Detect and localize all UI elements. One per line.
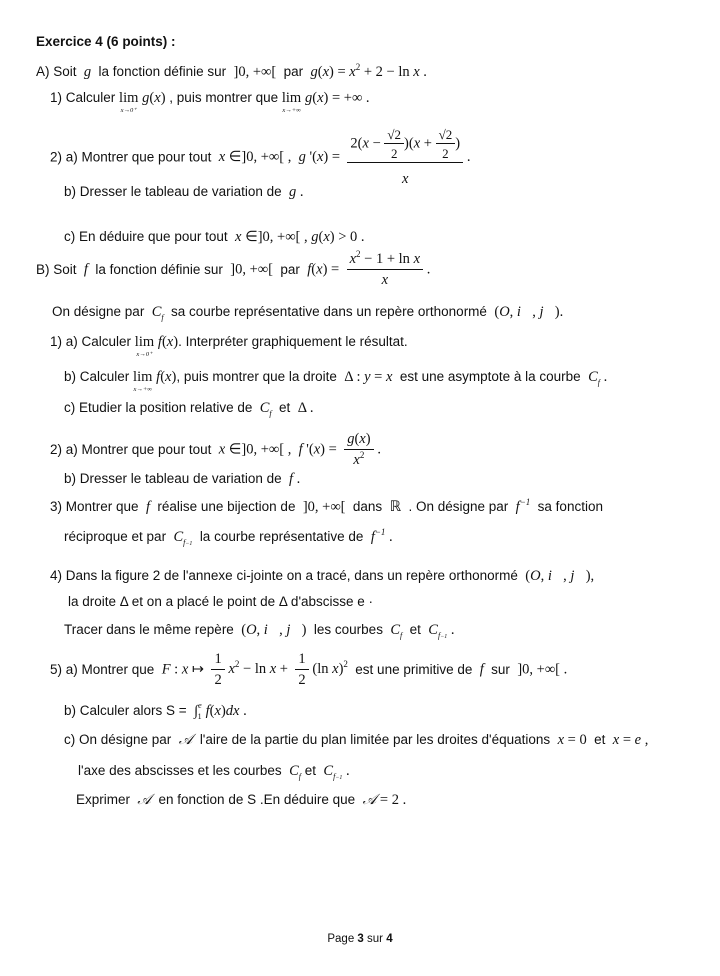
partB-q4-line2: la droite Δ et on a placé le point de Δ d'abscisse e · — [68, 594, 374, 609]
partB-q3-line2: réciproque et par $C_{f-1}$ la courbe représentative de $f^{-1}$ . — [64, 527, 393, 547]
partB-q2b: b) Dresser le tableau de variation de f . — [64, 471, 301, 487]
partB-q5b: b) Calculer alors S = ∫$^e_1$ f(x)dx . — [64, 701, 247, 721]
partB-q5c-line3: Exprimer 𝒜 en fonction de S .En déduire que 𝒜 = 2 . — [76, 792, 407, 808]
exercise-title: Exercice 4 (6 points) : — [36, 34, 176, 49]
partA-q2b: b) Dresser le tableau de variation de g . — [64, 184, 304, 200]
partA-q1: 1) Calculer lim x→0⁺ g(x) , puis montrer que lim x→+∞ g(x) = +∞ . — [50, 90, 370, 114]
partB-q4-line1: 4) Dans la figure 2 de l'annexe ci-jointe on a tracé, dans un repère orthonormé (O, i⃗, j⃗), — [50, 568, 595, 584]
partA-q2c: c) En déduire que pour tout x ∈]0, +∞[ , g(x) > 0 . — [64, 229, 365, 245]
partA-intro: A) Soit g la fonction définie sur ]0, +∞[ par $g(x) = x^2 + 2 - \ln x$ . — [36, 62, 427, 80]
partB-q5a: 5) a) Montrer que F : x ↦ $\frac{1}{2}$ $x^2 - \ln x$ + $\frac{1}{2}$ (ln x)$^2$ est une primitive de f sur ]0, +∞[ . — [50, 651, 568, 688]
partB-q5c-line2: l'axe des abscisses et les courbes $C_f$ et $C_{f-1}$ . — [78, 763, 350, 781]
page-footer: Page 3 sur 4 — [327, 933, 393, 945]
partB-q1c: c) Etudier la position relative de $C_f$ et Δ . — [64, 400, 314, 418]
partB-intro: B) Soit f la fonction définie sur ]0, +∞[ par f(x) = $\frac{x^2 - 1 + \ln x}{x}$ . — [36, 249, 431, 288]
partB-q1a: 1) a) Calculer lim x→0⁺ f(x). Interpréter graphiquement le résultat. — [50, 334, 408, 358]
partB-curve: On désigne par $C_f$ sa courbe représentative dans un repère orthonormé (O, i⃗, j⃗). — [52, 304, 564, 322]
partA-q2a: 2) a) Montrer que pour tout x ∈]0, +∞[ , g '(x) = 2(x − $\frac{√2}{2}$ )(x + $\frac{√2}{2}$ ) x . — [50, 127, 471, 187]
partB-q1b: b) Calculer lim x→+∞ f(x), puis montrer que la droite Δ : y = x est une asymptote à la courbe $C_f$ . — [64, 369, 608, 393]
partB-q2a: 2) a) Montrer que pour tout x ∈]0, +∞[ , f '(x) = $\frac{g(x)}{x^2}$ . — [50, 431, 381, 468]
partB-q4-line3: Tracer dans le même repère (O, i⃗, j⃗) les courbes $C_f$ et $C_{f-1}$ . — [64, 622, 455, 640]
partB-q5c-line1: c) On désigne par 𝒜 l'aire de la partie du plan limitée par les droites d'équations x = 0 et x = e , — [64, 732, 649, 748]
partB-q3-line1: 3) Montrer que f réalise une bijection de ]0, +∞[ dans ℝ . On désigne par $f^{-1}$ sa fonction — [50, 497, 603, 515]
